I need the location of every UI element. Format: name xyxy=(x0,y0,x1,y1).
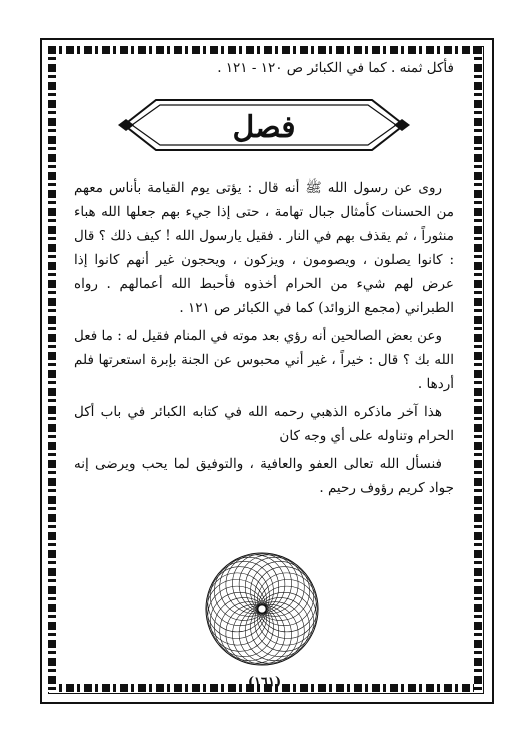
border-pattern-right xyxy=(474,46,482,692)
border-pattern-left xyxy=(48,46,56,692)
rosette-ornament xyxy=(203,550,321,668)
header-line: فأكل ثمنه . كما في الكبائر ص ١٢٠ - ١٢١ . xyxy=(217,60,454,76)
page-content xyxy=(74,58,454,500)
section-title: فصل xyxy=(232,110,296,145)
page-number: (١٦١) xyxy=(247,675,282,690)
paragraph-closing-note: هذا آخر ماذكره الذهبي رحمه الله في كتابه الكبائر في باب أكل الحرام وتناوله على أي وجه كان xyxy=(74,404,454,444)
paragraph-dream: وعن بعض الصالحين أنه رؤي بعد موته في المنام فقيل له : ما فعل الله بك ؟ قال : خيراً ، غير أني محبوس عن الجنة بإبرة استعرتها فلم أردها . xyxy=(74,328,454,392)
paragraph-supplication: فنسأل الله تعالى العفو والعافية ، والتوفيق لما يحب ويرضى إنه جواد كريم رؤوف رحيم . xyxy=(74,456,454,496)
border-pattern-top xyxy=(48,46,482,54)
section-banner xyxy=(74,94,454,176)
paragraph-hadith: روى عن رسول الله ﷺ أنه قال : يؤتى يوم القيامة بأناس معهم من الحسنات كأمثال جبال تهامة ، حتى إذا جيء بهم جعلها الله هباء منثوراً ، ثم يقذف بهم في النار . فقيل يارسول الله ! كيف ذلك ؟ قال : كانوا يصلون ، ويصومون ، ويزكون ، ويحجون غير أنهم كانوا إذا عرض لهم شيء من الحرام أخذوه فأحبط الله أعمالهم . رواه الطبراني (مجمع الزوائد) كما في الكبائر ص ١٢١ . xyxy=(74,180,454,316)
